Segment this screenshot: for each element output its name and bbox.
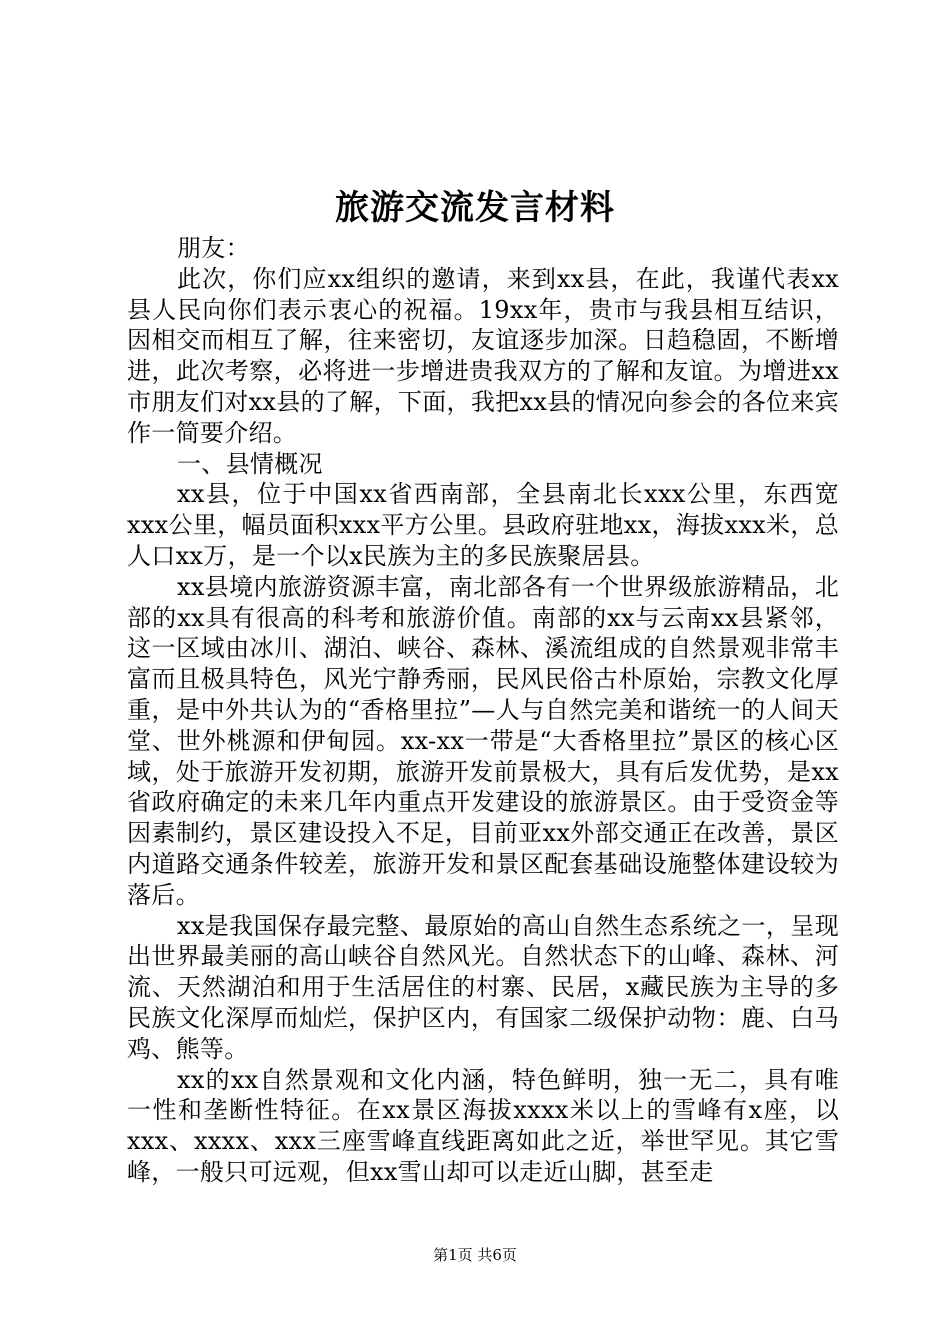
section-heading: 一、县情概况 <box>177 449 323 478</box>
landscape-paragraph: xx的xx自然景观和文化内涵，特色鲜明，独一无二，具有唯一性和垄断性特征。在xx景区海拔xxxx米以上的雪峰有x座，以xxx、xxxx、xxx三座雪峰直线距离如此之近，举世罕见。其它雪峰，一般只可远观，但xx雪山却可以走近山脚，甚至走 <box>127 1065 839 1186</box>
opening-paragraph: 此次，你们应xx组织的邀请，来到xx县，在此，我谨代表xx县人民向你们表示衷心的祝福。19xx年，贵市与我县相互结识，因相交而相互了解，往来密切，友谊逐步加深。日趋稳固，不断增进，此次考察，必将进一步增进贵我双方的了解和友谊。为增进xx市朋友们对xx县的了解，下面，我把xx县的情况向参会的各位来宾作一简要介绍。 <box>127 264 839 447</box>
tourism-resources-paragraph: xx县境内旅游资源丰富，南北部各有一个世界级旅游精品，北部的xx具有很高的科考和旅游价值。南部的xx与云南xx县紧邻，这一区域由冰川、湖泊、峡谷、森林、溪流组成的自然景观非常丰富而且极具特色，风光宁静秀丽，民风民俗古朴原始，宗教文化厚重，是中外共认为的“香格里拉”—人与自然完美和谐统一的人间天堂、世外桃源和伊甸园。xx-xx一带是“大香格里拉”景区的核心区域，处于旅游开发初期，旅游开发前景极大，具有后发优势，是xx省政府确定的未来几年内重点开发建设的旅游景区。由于受资金等因素制约，景区建设投入不足，目前亚xx外部交通正在改善，景区内道路交通条件较差，旅游开发和景区配套基础设施整体建设较为落后。 <box>127 572 839 909</box>
document-title: 旅游交流发言材料 <box>335 188 615 228</box>
page-footer: 第1页 共6页 <box>433 1246 517 1264</box>
document-body <box>127 233 839 1188</box>
ecosystem-paragraph: xx是我国保存最完整、最原始的高山自然生态系统之一，呈现出世界最美丽的高山峡谷自然风光。自然状态下的山峰、森林、河流、天然湖泊和用于生活居住的村寨、民居，x藏民族为主导的多民族文化深厚而灿烂，保护区内，有国家二级保护动物：鹿、白马鸡、熊等。 <box>127 911 839 1063</box>
salutation-paragraph: 朋友： <box>177 234 250 262</box>
county-overview-paragraph: xx县，位于中国xx省西南部，全县南北长xxx公里，东西宽xxx公里，幅员面积xxx平方公里。县政府驻地xx，海拔xxx米，总人口xx万，是一个以x民族为主的多民族聚居县。 <box>127 480 839 570</box>
